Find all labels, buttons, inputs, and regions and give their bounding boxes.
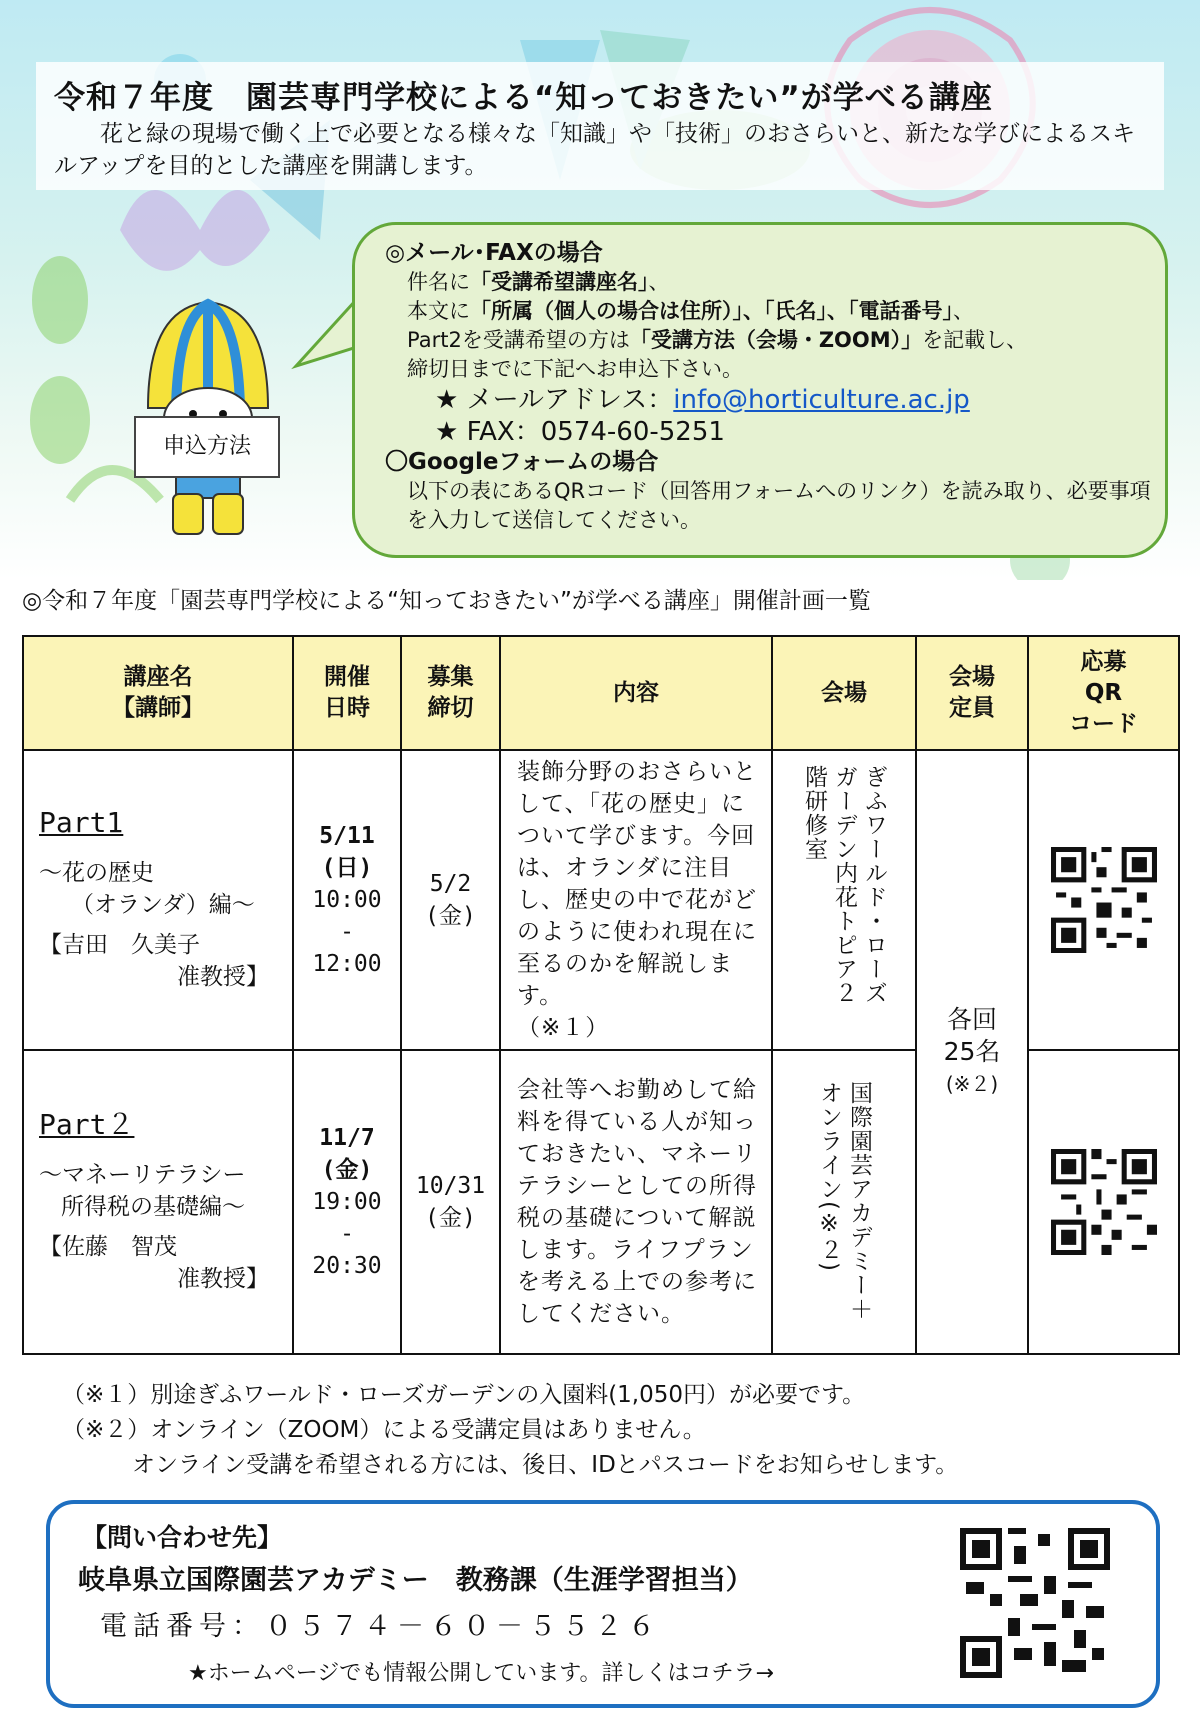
content-cell: 装飾分野のおさらいとして、「花の歴史」について学びます。今回は、オランダに注目し、歴史の中で花がどのように使われ現在に至るのかを解説します。 （※１） [500,750,772,1050]
subject-line: 件名に「受講希望講座名」、 [407,270,670,294]
contact-organization: 岐阜県立国際園芸アカデミー 教務課（生涯学習担当） [78,1565,753,1596]
qr-cell [1028,1050,1179,1354]
lecturer-title: 准教授】 [177,964,269,990]
part-title: Part1 [39,806,124,839]
header-deadline: 募集 締切 [401,636,500,750]
course-subtitle: ～花の歴史 [39,860,154,886]
course-subtitle: 所得税の基礎編～ [61,1194,245,1220]
course-cell [23,750,293,1050]
part2-line: Part2を受講希望の方は「受講方法（会場・ZOOM）」を記載し、 [407,328,1028,352]
part-title: Part２ [39,1108,135,1141]
table-row [23,750,1179,1050]
contact-box [46,1500,1160,1708]
google-form-heading: 〇Googleフォームの場合 [385,449,659,475]
capacity-cell: 各回 25名 (※２) [916,750,1028,1354]
qr-code-icon[interactable] [1051,847,1157,953]
header-capacity: 会場 定員 [916,636,1028,750]
deadline-line: 締切日までに下記へお申込下さい。 [407,357,743,381]
course-subtitle: （オランダ）編～ [71,892,255,918]
table-header-row [23,636,1179,750]
homepage-qr-code-icon[interactable] [960,1528,1110,1678]
note-1: （※１）別途ぎふワールド・ローズガーデンの入園料(1,050円）が必要です。 [62,1382,866,1408]
contact-heading: 【問い合わせ先】 [82,1523,283,1552]
course-subtitle: ～マネーリテラシー [39,1162,246,1188]
lecturer-name: 【佐藤 智茂 [39,1234,177,1260]
venue-cell: ぎふワールド・ローズガーデン内花トピア２階研修室 [772,750,916,1050]
qr-cell [1028,750,1179,1050]
notes [62,1378,958,1483]
application-method-bubble [352,222,1168,558]
qr-code-icon[interactable] [1051,1149,1157,1255]
page-title: 令和７年度 園芸専門学校による“知っておきたい”が学べる講座 [54,80,993,116]
course-plan-table [22,635,1180,1355]
header-course: 講座名 【講師】 [23,636,293,750]
intro-text: 花と緑の現場で働く上で必要となる様々な「知識」や「技術」のおさらいと、新たな学びによるスキルアップを目的とした講座を開講します。 [54,121,1135,179]
contact-phone: 電話番号：０５７４－６０－５５２６ [100,1611,661,1642]
lecturer-title: 准教授】 [177,1266,269,1292]
date-cell: 5/11 (日) 10:00 - 12:00 [293,750,401,1050]
deadline-cell: 5/2 (金) [401,750,500,1050]
course-cell [23,1050,293,1354]
google-form-text: 以下の表にあるQRコード（回答用フォームへのリンク）を読み取り、必要事項を入力して送信してください。 [407,479,1151,532]
date-cell: 11/7 (金) 19:00 - 20:30 [293,1050,401,1354]
lecturer-name: 【吉田 久美子 [39,932,200,958]
note-3: オンライン受講を希望される方には、後日、IDとパスコードをお知らせします。 [132,1452,959,1478]
deadline-cell: 10/31 (金) [401,1050,500,1354]
plan-title: ◎令和７年度「園芸専門学校による“知っておきたい”が学べる講座」開催計画一覧 [22,588,871,614]
note-2: （※２）オンライン（ZOOM）による受講定員はありません。 [62,1417,706,1443]
homepage-note: ★ホームページでも情報公開しています。詳しくはコチラ→ [188,1661,774,1686]
header-content: 内容 [500,636,772,750]
venue-cell: 国際園芸アカデミー＋オンライン(※２) [772,1050,916,1354]
body-line: 本文に「所属（個人の場合は住所）」、「氏名」、「電話番号」、 [407,299,974,323]
email-line: ★ メールアドレス：info@horticulture.ac.jp [435,385,970,415]
apply-method-sign: 申込方法 [134,416,280,478]
header-qr: 応募 QR コード [1028,636,1179,750]
email-link[interactable]: info@horticulture.ac.jp [673,385,970,415]
fax-line: ★ FAX：0574-60-5251 [435,417,725,447]
content-cell: 会社等へお勤めして給料を得ている人が知っておきたい、マネーリテラシーとしての所得税の基礎について解説します。ライフプランを考える上での参考にしてください。 [500,1050,772,1354]
header-venue: 会場 [772,636,916,750]
header-date: 開催 日時 [293,636,401,750]
mail-fax-heading: ◎メール･FAXの場合 [385,240,603,266]
